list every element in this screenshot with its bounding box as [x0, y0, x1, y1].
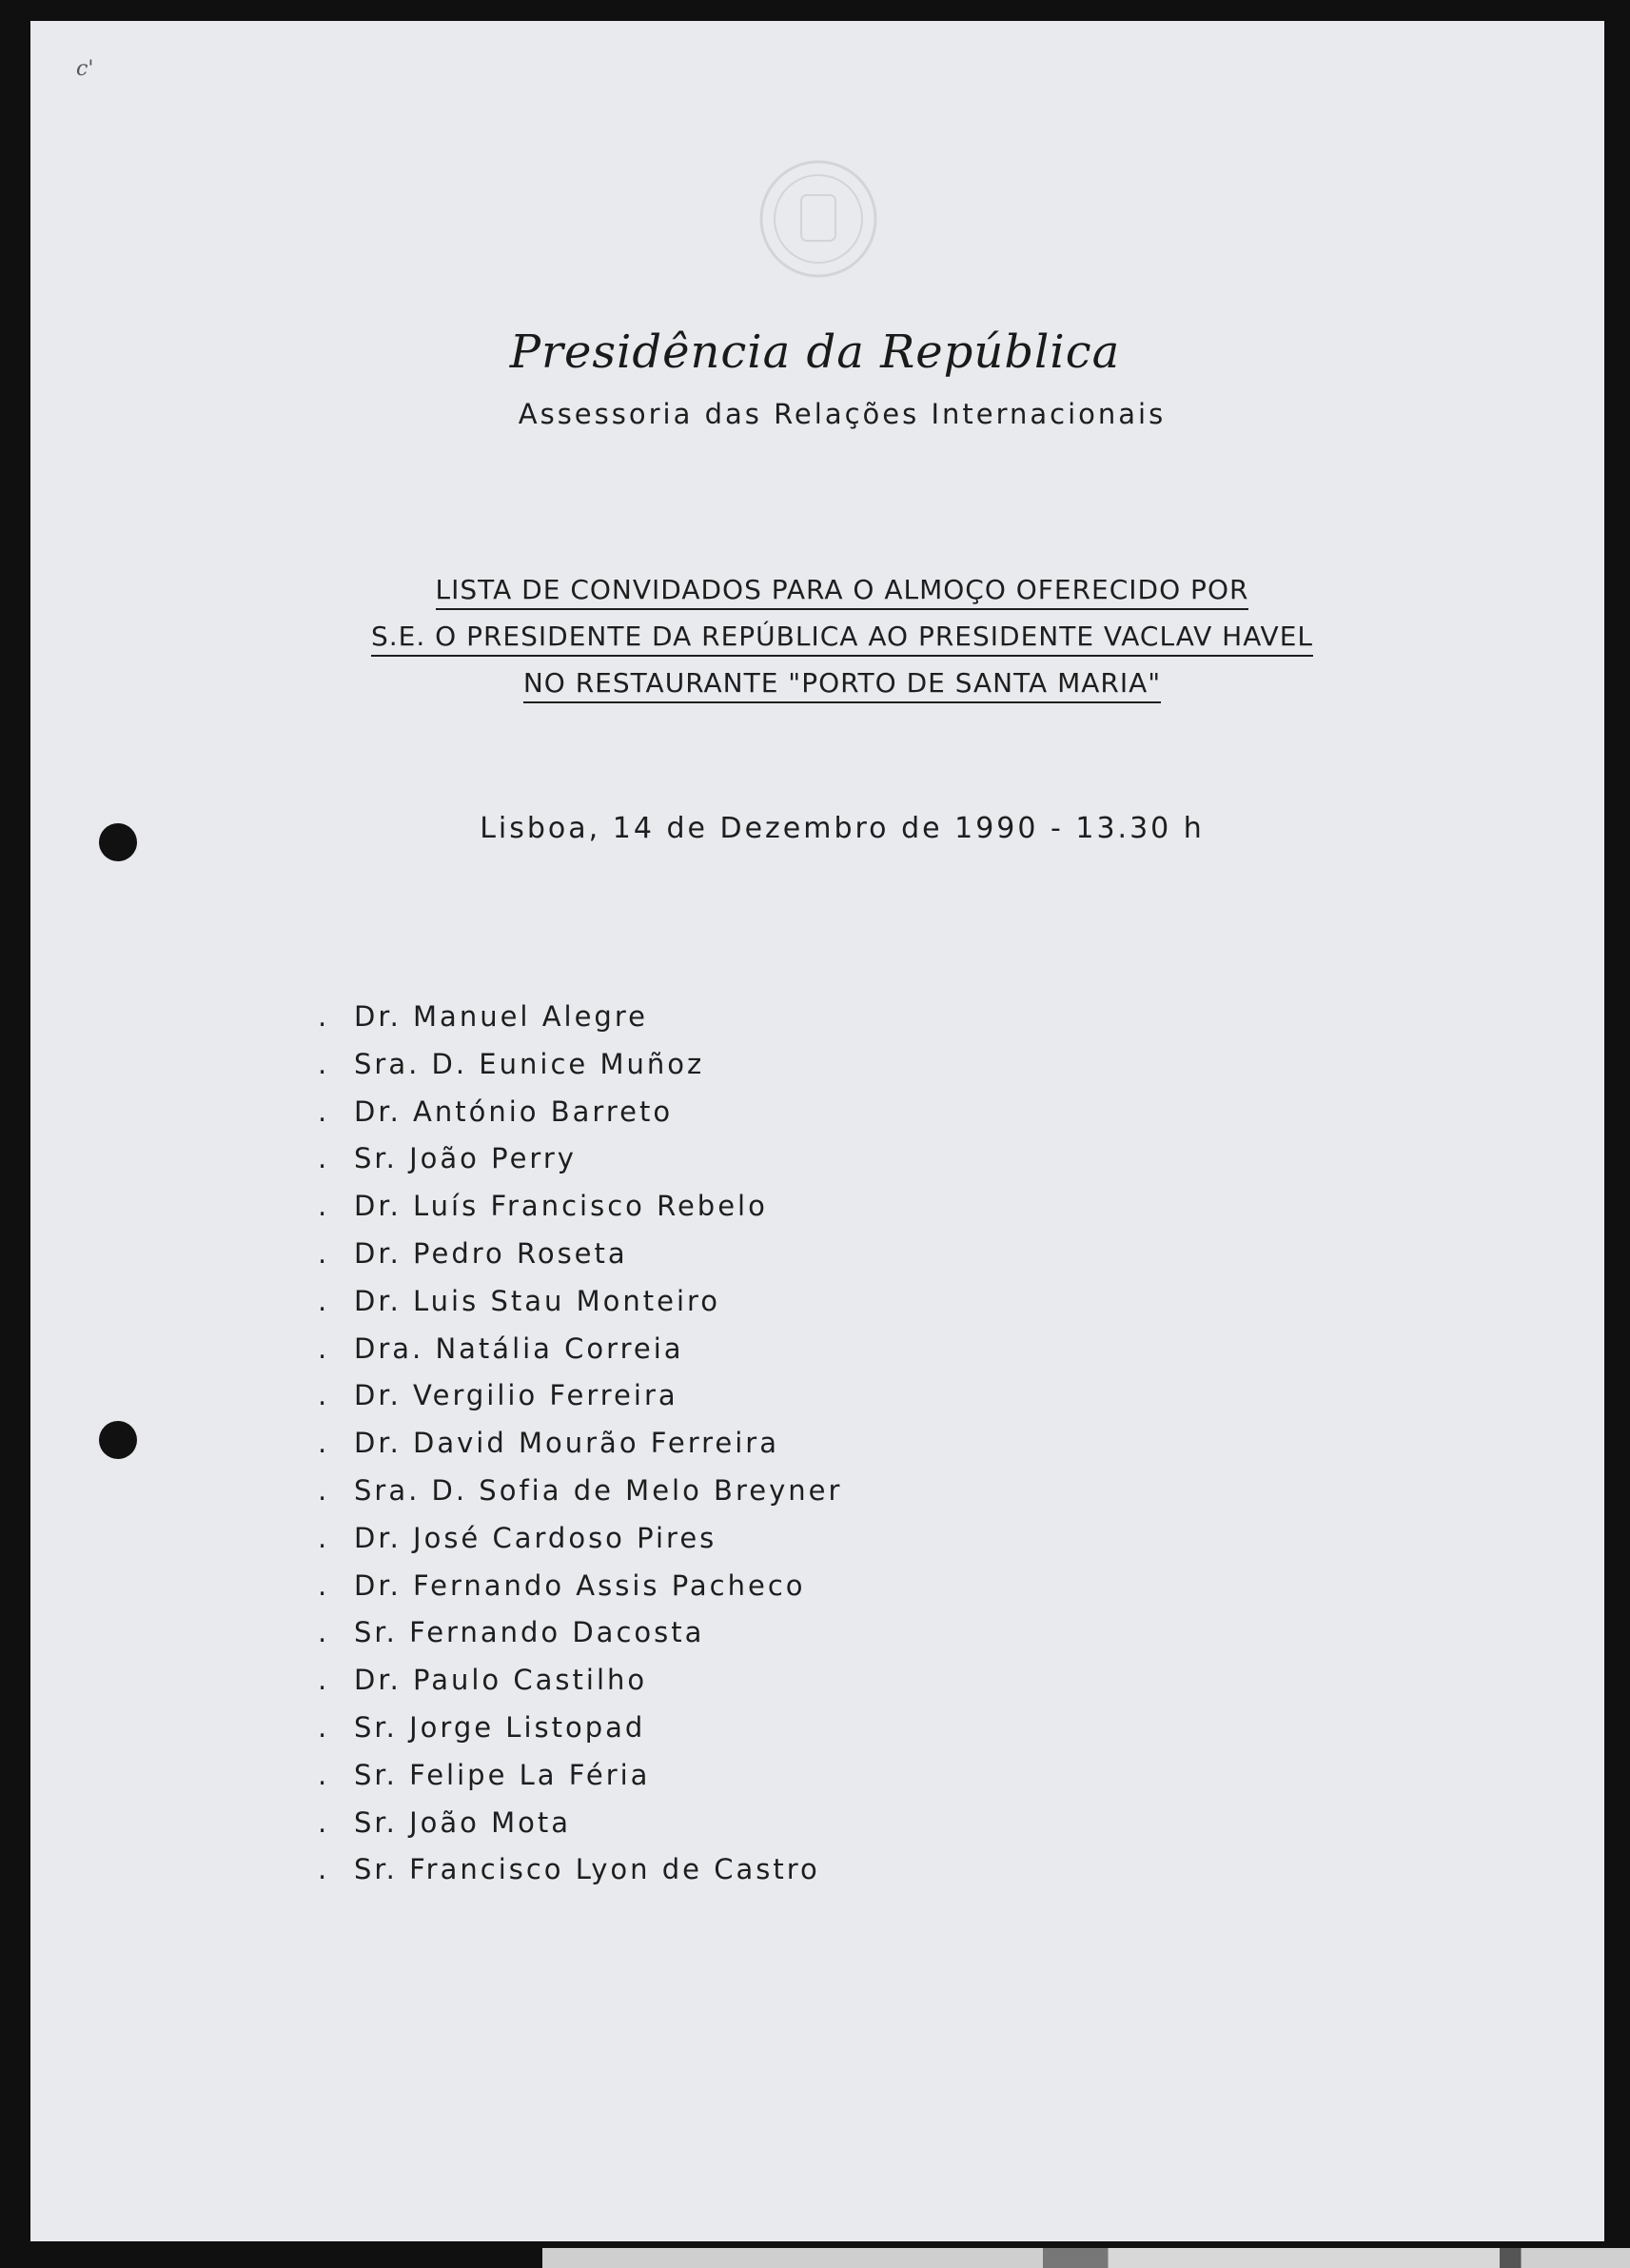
- bullet: .: [318, 1568, 330, 1602]
- guest-name: Dr. Luís Francisco Rebelo: [354, 1190, 768, 1223]
- bullet: .: [318, 1853, 330, 1886]
- list-item: [318, 1376, 842, 1424]
- bullet: .: [318, 1427, 330, 1460]
- list-item: [318, 1708, 842, 1756]
- list-item: [318, 1139, 842, 1187]
- list-item: [318, 1567, 842, 1614]
- bullet: .: [318, 1142, 330, 1175]
- guest-list: [318, 997, 842, 1898]
- bullet: .: [318, 1190, 330, 1223]
- guest-name: Dr. Luis Stau Monteiro: [354, 1284, 721, 1317]
- bullet: .: [318, 1473, 330, 1507]
- list-item: [318, 1661, 842, 1708]
- guest-name: Sr. Francisco Lyon de Castro: [354, 1853, 820, 1886]
- guest-name: Sr. Jorge Listopad: [354, 1710, 646, 1744]
- guest-name: Dr. Paulo Castilho: [354, 1664, 648, 1697]
- handwritten-mark: c': [76, 57, 94, 81]
- bullet: .: [318, 1758, 330, 1791]
- list-item: [318, 1850, 842, 1898]
- bullet: .: [318, 1379, 330, 1412]
- guest-name: Sr. Felipe La Féria: [354, 1758, 651, 1791]
- list-item: [318, 1187, 842, 1234]
- bullet: .: [318, 1284, 330, 1317]
- guest-name: Sr. João Mota: [354, 1805, 572, 1839]
- heading-line-3: [0, 667, 1630, 699]
- bullet: .: [318, 1331, 330, 1365]
- list-item: [318, 1519, 842, 1567]
- guest-name: Sra. D. Eunice Muñoz: [354, 1047, 705, 1080]
- guest-name: Dra. Natália Correia: [354, 1331, 684, 1365]
- list-item: [318, 1330, 842, 1377]
- bullet: .: [318, 1047, 330, 1080]
- list-item: [318, 1424, 842, 1471]
- letterhead-institution: Presidência da República: [509, 325, 1121, 379]
- guest-name: Dr. Fernando Assis Pacheco: [354, 1568, 806, 1602]
- list-item: [318, 1613, 842, 1661]
- punch-hole-lower: [99, 1421, 137, 1459]
- list-item: [318, 1282, 842, 1330]
- heading-line-1-text: LISTA DE CONVIDADOS PARA O ALMOÇO OFERECIDO POR: [436, 574, 1249, 610]
- scan-edge-strip: [542, 2248, 1630, 2268]
- list-item: [318, 1804, 842, 1851]
- bullet: .: [318, 1095, 330, 1128]
- guest-name: Dr. José Cardoso Pires: [354, 1521, 717, 1554]
- bullet: .: [318, 1000, 330, 1033]
- bullet: .: [318, 1664, 330, 1697]
- guest-name: Dr. David Mourão Ferreira: [354, 1427, 780, 1460]
- guest-name: Dr. António Barreto: [354, 1095, 674, 1128]
- heading-line-2: [0, 621, 1630, 652]
- guest-name: Dr. Vergilio Ferreira: [354, 1379, 678, 1412]
- guest-name: Sr. Fernando Dacosta: [354, 1616, 705, 1649]
- bullet: .: [318, 1616, 330, 1649]
- embossed-seal-icon: [752, 152, 885, 286]
- heading-line-3-text: NO RESTAURANTE "PORTO DE SANTA MARIA": [523, 667, 1161, 703]
- guest-name: Sra. D. Sofia de Melo Breyner: [354, 1473, 843, 1507]
- dateline: Lisboa, 14 de Dezembro de 1990 - 13.30 h: [480, 812, 1205, 845]
- bullet: .: [318, 1805, 330, 1839]
- list-item: [318, 1471, 842, 1519]
- list-item: [318, 1093, 842, 1140]
- list-item: [318, 1756, 842, 1804]
- list-item: [318, 997, 842, 1045]
- list-item: [318, 1234, 842, 1282]
- bullet: .: [318, 1236, 330, 1270]
- bullet: .: [318, 1710, 330, 1744]
- guest-name: Dr. Pedro Roseta: [354, 1236, 628, 1270]
- heading-line-2-text: S.E. O PRESIDENTE DA REPÚBLICA AO PRESIDENTE VACLAV HAVEL: [371, 621, 1313, 657]
- list-item: [318, 1045, 842, 1093]
- bullet: .: [318, 1521, 330, 1554]
- letterhead-department: Assessoria das Relações Internacionais: [518, 398, 1167, 430]
- guest-name: Dr. Manuel Alegre: [354, 1000, 648, 1033]
- guest-name: Sr. João Perry: [354, 1142, 577, 1175]
- heading-line-1: [0, 574, 1630, 605]
